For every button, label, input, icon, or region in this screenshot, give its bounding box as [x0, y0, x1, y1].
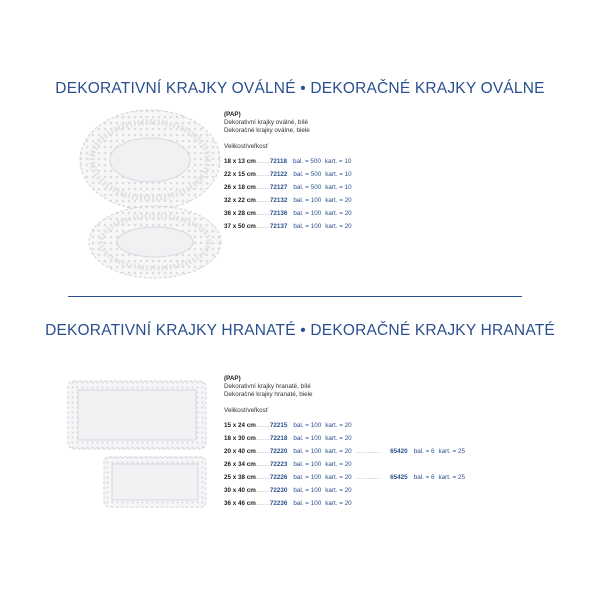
dot-leader: ........ — [255, 500, 270, 507]
dot-leader: ........ — [255, 448, 270, 455]
description-cz: Dekorativní krajky hranaté, bílé — [224, 383, 311, 390]
product-row — [224, 458, 465, 471]
product-code: 72218 — [269, 435, 288, 442]
product-code: 72122 — [269, 171, 288, 178]
rect-doily-small — [104, 457, 206, 507]
size-label: Velikost/veľkosť — [224, 143, 269, 150]
oval-doily-small — [89, 206, 221, 278]
product-code: 72236 — [269, 500, 288, 507]
size-text: 37 x 50 cm — [224, 223, 256, 230]
product-row — [224, 220, 352, 233]
carton-qty: kart. = 20 — [325, 448, 352, 455]
package-qty: bal. = 500 — [293, 184, 322, 191]
section-title-oval: DEKORATIVNÍ KRAJKY OVÁLNÉ • DEKORAČNÉ KRAJKY OVÁLNE — [55, 80, 545, 97]
oval-doily-large — [80, 110, 220, 210]
oval-rows — [224, 155, 352, 233]
product-row — [224, 419, 465, 432]
size-text: 18 x 30 cm — [224, 435, 256, 442]
divider — [68, 296, 522, 297]
product-row — [224, 194, 352, 207]
rect-rows — [224, 419, 465, 510]
product-code: 72223 — [269, 461, 288, 468]
description-sk: Dekoračné krajky hranaté, biele — [224, 391, 313, 398]
dot-leader: ........ — [255, 210, 270, 217]
size-text: 36 x 28 cm — [224, 210, 256, 217]
oval-info — [224, 111, 352, 233]
carton-qty: kart. = 20 — [325, 461, 352, 468]
product-row — [224, 497, 465, 510]
size-text: 26 x 34 cm — [224, 461, 256, 468]
description-sk: Dekoračné krajky oválne, biele — [224, 127, 310, 134]
package-qty: bal. = 500 — [293, 171, 322, 178]
size-text: 30 x 40 cm — [224, 487, 256, 494]
size-text: 22 x 15 cm — [224, 171, 256, 178]
dot-leader: ........ — [255, 184, 270, 191]
dot-leader: ........ — [255, 171, 270, 178]
size-label: Velikost/veľkosť — [224, 407, 269, 414]
carton-qty: kart. = 20 — [325, 197, 352, 204]
dot-leader: ........ — [255, 435, 270, 442]
dot-leader: ........ — [255, 474, 270, 481]
carton-qty: kart. = 20 — [325, 422, 352, 429]
size-text: 26 x 18 cm — [224, 184, 256, 191]
carton-qty: kart. = 20 — [325, 487, 352, 494]
product-code: 72230 — [269, 487, 288, 494]
size-text: 20 x 40 cm — [224, 448, 256, 455]
product-row — [224, 445, 465, 458]
dot-leader: ........ — [255, 223, 270, 230]
product-row — [224, 484, 465, 497]
alt-carton-qty: kart. = 25 — [438, 448, 465, 455]
product-code: 72226 — [269, 474, 288, 481]
rect-info — [224, 375, 465, 510]
carton-qty: kart. = 20 — [325, 500, 352, 507]
package-qty: bal. = 100 — [293, 422, 322, 429]
package-qty: bal. = 100 — [293, 500, 322, 507]
carton-qty: kart. = 20 — [325, 474, 352, 481]
package-qty: bal. = 100 — [293, 210, 322, 217]
dot-leader: ........ — [255, 422, 270, 429]
material-label: (PAP) — [224, 111, 241, 118]
description-cz: Dekorativní krajky oválné, bílé — [224, 119, 308, 126]
carton-qty: kart. = 20 — [325, 435, 352, 442]
alt-package-qty: bal. = 6 — [413, 474, 435, 481]
dot-leader: ........ — [255, 461, 270, 468]
material-label: (PAP) — [224, 375, 241, 382]
carton-qty: kart. = 10 — [324, 158, 352, 165]
dot-leader: ........ — [255, 487, 270, 494]
alt-product — [352, 445, 465, 458]
package-qty: bal. = 100 — [293, 223, 322, 230]
size-text: 36 x 46 cm — [224, 500, 256, 507]
product-code: 72127 — [269, 184, 288, 191]
carton-qty: kart. = 20 — [325, 223, 352, 230]
size-text: 32 x 22 cm — [224, 197, 256, 204]
size-text: 25 x 38 cm — [224, 474, 256, 481]
package-qty: bal. = 100 — [293, 435, 322, 442]
product-code: 72132 — [269, 197, 288, 204]
package-qty: bal. = 100 — [293, 197, 322, 204]
carton-qty: kart. = 20 — [325, 210, 352, 217]
product-row — [224, 181, 352, 194]
product-row — [224, 207, 352, 220]
product-code: 72220 — [269, 448, 288, 455]
carton-qty: kart. = 10 — [325, 171, 352, 178]
dot-leader: .............. — [355, 448, 381, 455]
product-code: 72136 — [269, 210, 288, 217]
product-row — [224, 471, 465, 484]
alt-product-code: 65420 — [390, 448, 408, 455]
section-title-rect: DEKORATIVNÍ KRAJKY HRANATÉ • DEKORAČNÉ KRAJKY HRANATÉ — [45, 322, 555, 339]
package-qty: bal. = 100 — [293, 448, 322, 455]
product-row — [224, 155, 352, 168]
rect-doily-large — [68, 381, 206, 449]
product-row — [224, 432, 465, 445]
package-qty: bal. = 500 — [293, 158, 321, 165]
carton-qty: kart. = 10 — [325, 184, 352, 191]
package-qty: bal. = 100 — [293, 474, 322, 481]
product-code: 72215 — [269, 422, 288, 429]
dot-leader: ........ — [255, 158, 270, 165]
product-code: 72137 — [269, 223, 288, 230]
package-qty: bal. = 100 — [293, 461, 322, 468]
package-qty: bal. = 100 — [293, 487, 322, 494]
size-text: 18 x 13 cm — [224, 158, 256, 165]
alt-carton-qty: kart. = 25 — [438, 474, 465, 481]
alt-product-code: 65425 — [390, 474, 408, 481]
size-text: 15 x 24 cm — [224, 422, 256, 429]
dot-leader: .............. — [355, 474, 381, 481]
dot-leader: ........ — [255, 197, 270, 204]
product-code: 72118 — [269, 158, 288, 165]
alt-package-qty: bal. = 6 — [413, 448, 435, 455]
product-row — [224, 168, 352, 181]
alt-product — [352, 471, 465, 484]
